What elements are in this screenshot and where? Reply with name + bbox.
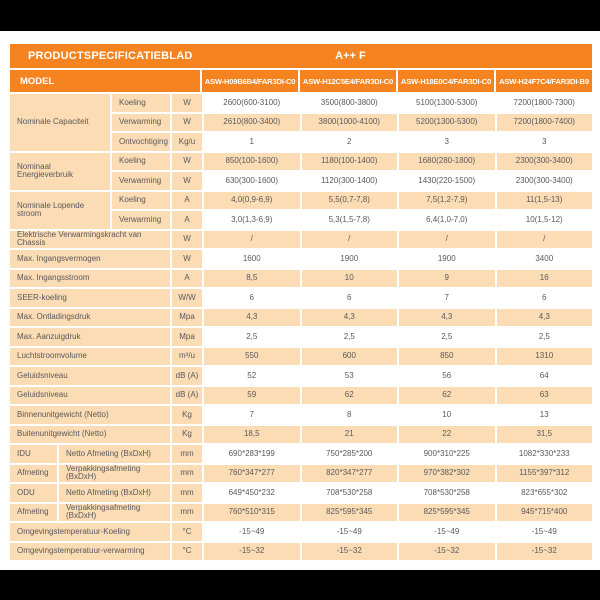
value-cell: /	[204, 231, 300, 249]
sheet-header	[10, 44, 592, 68]
value-cell: /	[497, 231, 593, 249]
value-cell: 708*530*258	[302, 484, 398, 502]
row-unit: Kg	[172, 406, 202, 424]
value-cell: 1	[204, 133, 300, 151]
value-cell: -15~49	[204, 523, 300, 541]
value-cell: 1900	[302, 250, 398, 268]
value-cell: 52	[204, 367, 300, 385]
value-cell: 550	[204, 348, 300, 366]
value-cell: 5,3(1,5-7,8)	[302, 211, 398, 229]
row-sub-label: Verpakkingsafmeting (BxDxH)	[59, 504, 170, 522]
row-unit: dB (A)	[172, 387, 202, 405]
value-cell: -15~32	[399, 543, 495, 561]
value-cell: 56	[399, 367, 495, 385]
value-cell: 945*715*400	[497, 504, 593, 522]
row-label: Max. Ontladingsdruk	[10, 309, 170, 327]
table-section	[10, 523, 592, 560]
value-cell: 4,3	[302, 309, 398, 327]
value-cell: 3800(1000-4100)	[302, 114, 398, 132]
row-unit: W	[172, 153, 202, 171]
value-cell: -15~32	[204, 543, 300, 561]
row-label: Luchtstroomvolume	[10, 348, 170, 366]
row-group-label: Nominale Lopende stroom	[10, 192, 110, 229]
value-cell: 850(100-1600)	[204, 153, 300, 171]
table-section	[10, 94, 592, 229]
value-cell: 2600(600-3100)	[204, 94, 300, 112]
value-cell: 10(1,5-12)	[497, 211, 593, 229]
row-group-label: Nominale Capaciteit	[10, 94, 110, 151]
value-cell: 7,5(1,2-7,9)	[399, 192, 495, 210]
value-cell: 2,5	[399, 328, 495, 346]
value-cell: 1600	[204, 250, 300, 268]
value-cell: 63	[497, 387, 593, 405]
model-name-4: ASW-H24F7C4/FAR3DI-B9	[496, 70, 592, 92]
value-cell: 2610(800-3400)	[204, 114, 300, 132]
row-label: Binnenunitgewicht (Netto)	[10, 406, 170, 424]
table-section	[10, 445, 592, 521]
row-group-label: Afmeting	[10, 465, 57, 483]
value-cell: 690*283*199	[204, 445, 300, 463]
spec-table-body	[10, 94, 592, 560]
value-cell: 2,5	[497, 328, 593, 346]
value-cell: /	[399, 231, 495, 249]
row-unit: mm	[172, 504, 202, 522]
row-label: Omgevingstemperatuur-Koeling	[10, 523, 170, 541]
energy-class-badge: A++ F	[335, 50, 366, 62]
value-cell: 10	[302, 270, 398, 288]
value-cell: 59	[204, 387, 300, 405]
value-cell: 820*347*277	[302, 465, 398, 483]
value-cell: 1430(220-1500)	[399, 172, 495, 190]
value-cell: 4,3	[399, 309, 495, 327]
row-unit: A	[172, 211, 202, 229]
value-cell: 3500(800-3800)	[302, 94, 398, 112]
value-cell: 3,0(1,3-6,9)	[204, 211, 300, 229]
value-cell: 760*347*277	[204, 465, 300, 483]
value-cell: 3	[399, 133, 495, 151]
value-cell: 4,3	[497, 309, 593, 327]
row-label: Max. Aanzuigdruk	[10, 328, 170, 346]
row-sub-label: Ontvochtiging	[112, 133, 170, 151]
value-cell: 22	[399, 426, 495, 444]
value-cell: 6	[204, 289, 300, 307]
row-unit: A	[172, 192, 202, 210]
value-cell: 600	[302, 348, 398, 366]
value-cell: 31,5	[497, 426, 593, 444]
value-cell: 649*450*232	[204, 484, 300, 502]
row-sub-label: Verwarming	[112, 211, 170, 229]
value-cell: 7	[204, 406, 300, 424]
top-black-bar	[0, 0, 600, 31]
value-cell: -15~49	[497, 523, 593, 541]
row-unit: W	[172, 172, 202, 190]
value-cell: 64	[497, 367, 593, 385]
value-cell: 11(1,5-13)	[497, 192, 593, 210]
value-cell: 1680(280-1800)	[399, 153, 495, 171]
row-unit: mm	[172, 445, 202, 463]
value-cell: 5100(1300-5300)	[399, 94, 495, 112]
value-cell: 6	[497, 289, 593, 307]
row-unit: dB (A)	[172, 367, 202, 385]
value-cell: -15~49	[302, 523, 398, 541]
value-cell: 708*530*258	[399, 484, 495, 502]
sheet-title: PRODUCTSPECIFICATIEBLAD	[28, 50, 193, 62]
value-cell: 8,5	[204, 270, 300, 288]
row-unit: mm	[172, 465, 202, 483]
row-label: Elektrische Verwarmingskracht van Chassis	[10, 231, 170, 249]
value-cell: 2300(300-3400)	[497, 153, 593, 171]
value-cell: 6,4(1,0-7,0)	[399, 211, 495, 229]
row-unit: Mpa	[172, 328, 202, 346]
value-cell: 8	[302, 406, 398, 424]
value-cell: 62	[399, 387, 495, 405]
row-label: Max. Ingangsstroom	[10, 270, 170, 288]
value-cell: 7200(1800-7400)	[497, 114, 593, 132]
value-cell: 2300(300-3400)	[497, 172, 593, 190]
row-sub-label: Netto Afmeting (BxDxH)	[59, 445, 170, 463]
value-cell: 5200(1300-5300)	[399, 114, 495, 132]
value-cell: 62	[302, 387, 398, 405]
row-unit: W	[172, 250, 202, 268]
value-cell: 1310	[497, 348, 593, 366]
value-cell: 5,5(0,7-7,8)	[302, 192, 398, 210]
value-cell: /	[302, 231, 398, 249]
row-unit: A	[172, 270, 202, 288]
value-cell: 760*510*315	[204, 504, 300, 522]
row-group-label: Nominaal Energieverbruik	[10, 153, 110, 190]
value-cell: 1900	[399, 250, 495, 268]
row-sub-label: Koeling	[112, 192, 170, 210]
row-group-label: IDU	[10, 445, 57, 463]
value-cell: 4,0(0,9-6,9)	[204, 192, 300, 210]
row-unit: °C	[172, 543, 202, 561]
value-cell: 2	[302, 133, 398, 151]
value-cell: 16	[497, 270, 593, 288]
value-cell: 1155*397*312	[497, 465, 593, 483]
row-label: SEER-koeling	[10, 289, 170, 307]
value-cell: 2,5	[204, 328, 300, 346]
row-label: Max. Ingangsvermogen	[10, 250, 170, 268]
value-cell: 900*310*225	[399, 445, 495, 463]
value-cell: 750*285*200	[302, 445, 398, 463]
row-unit: W	[172, 94, 202, 112]
value-cell: 825*595*345	[302, 504, 398, 522]
value-cell: 850	[399, 348, 495, 366]
value-cell: 13	[497, 406, 593, 424]
value-cell: 10	[399, 406, 495, 424]
row-unit: mm	[172, 484, 202, 502]
row-unit: m³/u	[172, 348, 202, 366]
row-unit: W	[172, 231, 202, 249]
value-cell: 4,3	[204, 309, 300, 327]
model-name-2: ASW-H12C5E4/FAR3DI-C0	[300, 70, 396, 92]
bottom-black-bar	[0, 570, 600, 600]
row-label: Geluidsniveau	[10, 387, 170, 405]
value-cell: -15~32	[302, 543, 398, 561]
value-cell: 53	[302, 367, 398, 385]
value-cell: 18,5	[204, 426, 300, 444]
row-label: Buitenunitgewicht (Netto)	[10, 426, 170, 444]
value-cell: 823*655*302	[497, 484, 593, 502]
value-cell: 1082*330*233	[497, 445, 593, 463]
row-group-label: ODU	[10, 484, 57, 502]
value-cell: -15~32	[497, 543, 593, 561]
value-cell: 2,5	[302, 328, 398, 346]
value-cell: 3400	[497, 250, 593, 268]
row-sub-label: Verpakkingsafmeting (BxDxH)	[59, 465, 170, 483]
row-unit: Mpa	[172, 309, 202, 327]
value-cell: -15~49	[399, 523, 495, 541]
row-group-label: Afmeting	[10, 504, 57, 522]
model-name-3: ASW-H18E0C4/FAR3DI-C0	[398, 70, 494, 92]
row-sub-label: Verwarming	[112, 172, 170, 190]
row-unit: °C	[172, 523, 202, 541]
row-sub-label: Netto Afmeting (BxDxH)	[59, 484, 170, 502]
table-section	[10, 231, 592, 444]
value-cell: 1120(300-1400)	[302, 172, 398, 190]
row-sub-label: Koeling	[112, 94, 170, 112]
value-cell: 9	[399, 270, 495, 288]
value-cell: 7200(1800-7300)	[497, 94, 593, 112]
value-cell: 630(300-1600)	[204, 172, 300, 190]
row-label: Omgevingstemperatuur-verwarming	[10, 543, 170, 561]
model-name-1: ASW-H09B6B4/FAR3DI-C0	[202, 70, 298, 92]
value-cell: 1180(100-1400)	[302, 153, 398, 171]
row-sub-label: Koeling	[112, 153, 170, 171]
value-cell: 970*382*302	[399, 465, 495, 483]
value-cell: 3	[497, 133, 593, 151]
value-cell: 6	[302, 289, 398, 307]
row-unit: W/W	[172, 289, 202, 307]
row-unit: W	[172, 114, 202, 132]
row-label: Geluidsniveau	[10, 367, 170, 385]
value-cell: 7	[399, 289, 495, 307]
row-unit: Kg/u	[172, 133, 202, 151]
model-label: MODEL	[10, 70, 200, 92]
model-header-row	[10, 70, 592, 92]
row-unit: Kg	[172, 426, 202, 444]
row-sub-label: Verwarming	[112, 114, 170, 132]
value-cell: 21	[302, 426, 398, 444]
value-cell: 825*595*345	[399, 504, 495, 522]
product-spec-sheet	[10, 44, 592, 560]
